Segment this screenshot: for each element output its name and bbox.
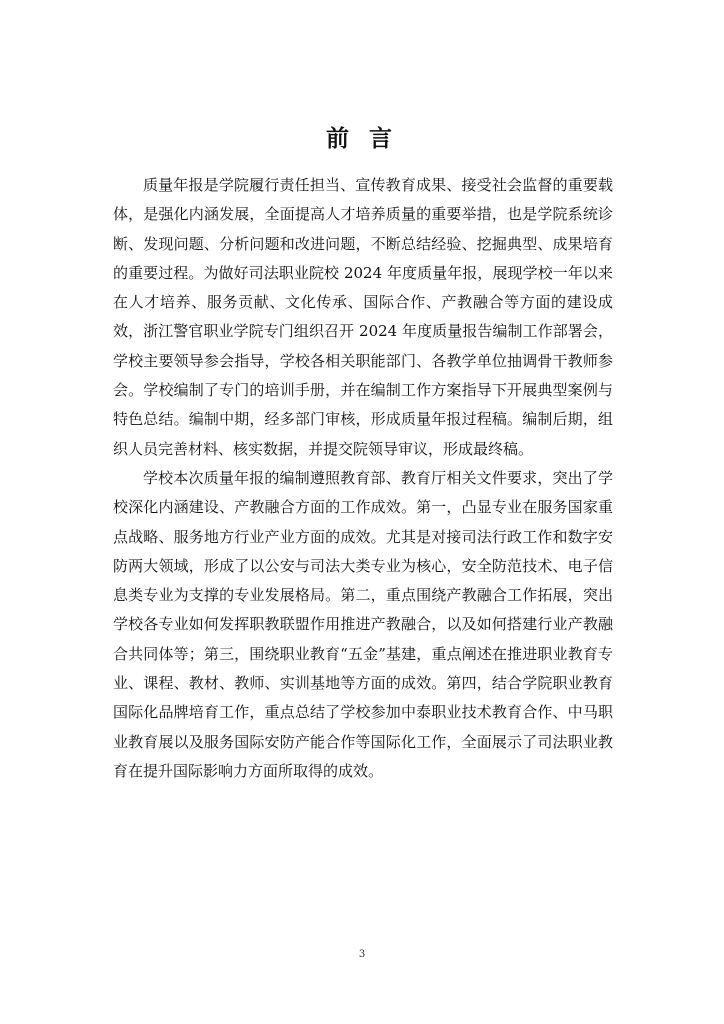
page-title: 前 言 [325, 126, 398, 152]
paragraph-2: 学校本次质量年报的编制遵照教育部、教育厅相关文件要求，突出了学校深化内涵建设、产教融合方面的工作成效。第一，凸显专业在服务国家重点战略、服务地方行业产业方面的成效。尤其是对接司法行政工作和数字安防两大领域，形成了以公安与司法大类专业为核心，安全防范技术、电子信息类专业为支撑的专业发展格局。第二，重点围绕产教融合工作拓展，突出学校各专业如何发挥职教联盟作用推进产教融合，以及如何搭建行业产教融合共同体等；第三，围绕职业教育“五金”基建，重点阐述在推进职业教育专业、课程、教材、教师、实训基地等方面的成效。第四，结合学院职业教育国际化品牌培育工作，重点总结了学校参加中泰职业技术教育合作、中马职业教育展以及服务国际安防产能合作等国际化工作，全面展示了司法职业教育在提升国际影响力方面所取得的成效。 [113, 468, 613, 780]
page-number: 3 [358, 949, 366, 960]
paragraph-1: 质量年报是学院履行责任担当、宣传教育成果、接受社会监督的重要载体，是强化内涵发展，全面提高人才培养质量的重要举措，也是学院系统诊断、发现问题、分析问题和改进问题，不断总结经验、挖掘典型、成果培育的重要过程。为做好司法职业院校 2024 年度质量年报，展现学校一年以来在人才培养、服务贡献、文化传承、国际合作、产教融合等方面的建设成效，浙江警官职业学院专门组织召开 2024 年度质量报告编制工作部署会，学校主要领导参会指导，学校各相关职能部门、各教学单位抽调骨干教师参会。学校编制了专门的培训手册，并在编制工作方案指导下开展典型案例与特色总结。编制中期，经多部门审核，形成质量年报过程稿。编制后期，组织人员完善材料、核实数据，并提交院领导审议，形成最终稿。 [113, 176, 613, 458]
preface-body [113, 171, 613, 786]
